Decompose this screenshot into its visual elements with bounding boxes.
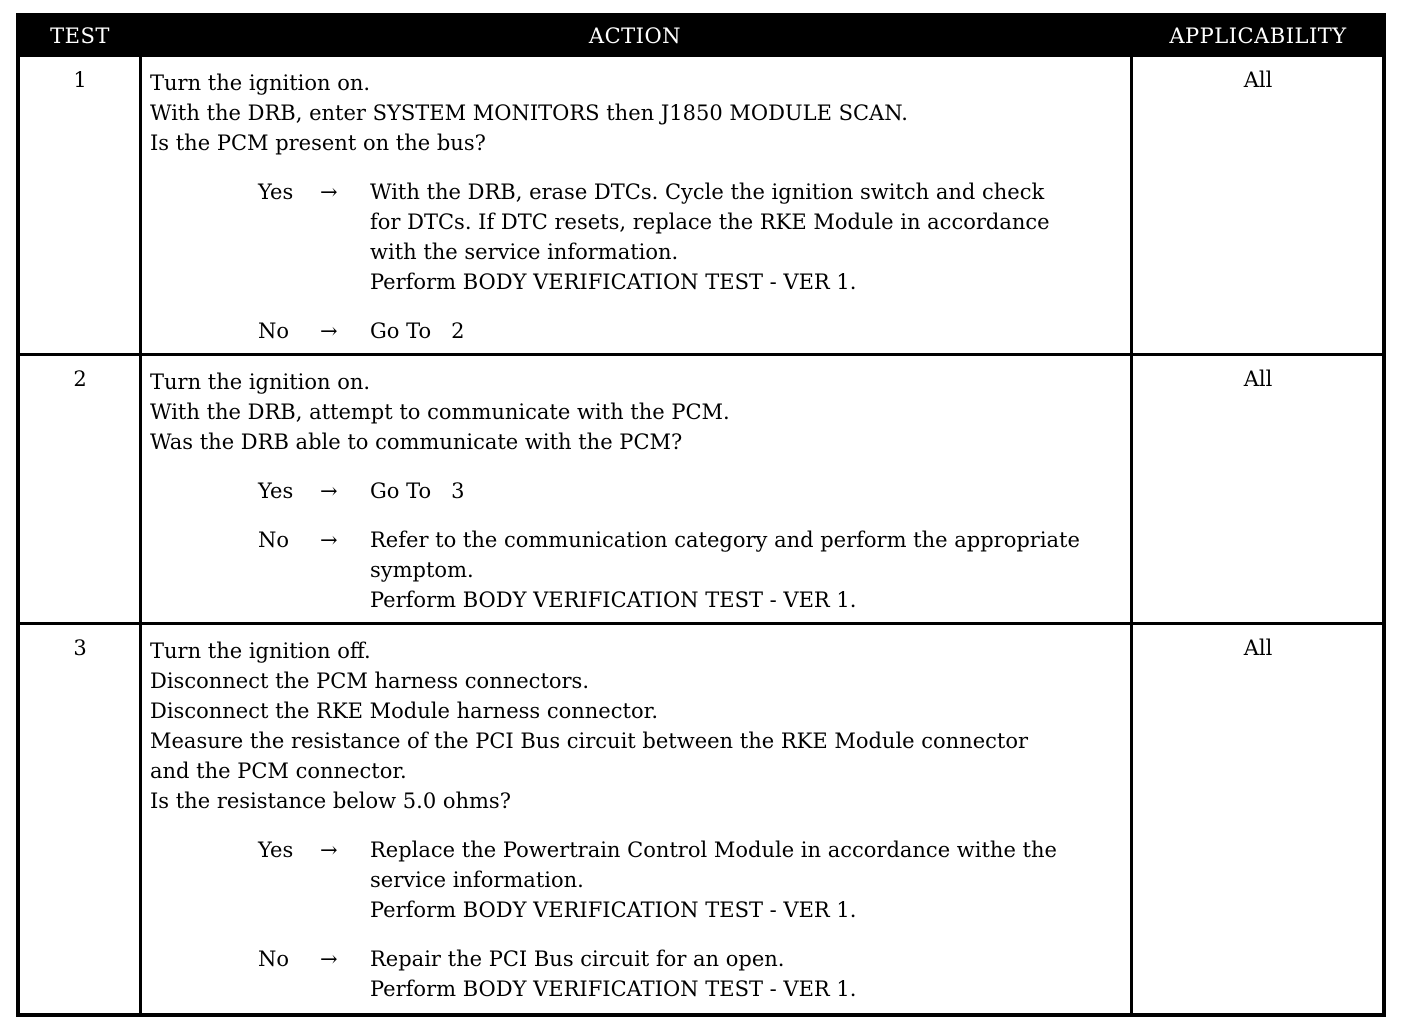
result-text: Go To 2 xyxy=(370,319,465,343)
step-text: With the DRB, attempt to communicate with the PCM. xyxy=(150,400,730,424)
step-text: Turn the ignition on. xyxy=(150,370,371,394)
action-cell xyxy=(150,68,1124,346)
test-number: 1 xyxy=(73,68,87,92)
result-text: Replace the Powertrain Control Module in accordance withe the xyxy=(370,838,1057,862)
arrow-icon: → xyxy=(320,528,338,552)
no-result xyxy=(370,944,1124,1004)
arrow-icon: → xyxy=(320,319,338,343)
yes-branch xyxy=(150,177,1124,297)
result-text: Perform BODY VERIFICATION TEST - VER 1. xyxy=(370,270,857,294)
result-text: Perform BODY VERIFICATION TEST - VER 1. xyxy=(370,898,857,922)
result-text: Perform BODY VERIFICATION TEST - VER 1. xyxy=(370,977,857,1001)
no-label: No xyxy=(258,319,290,343)
no-result xyxy=(370,316,1124,346)
yes-label: Yes xyxy=(258,479,294,503)
table-row xyxy=(20,356,1382,622)
step-text: Measure the resistance of the PCI Bus circuit between the RKE Module connector xyxy=(150,729,1029,753)
no-branch xyxy=(150,316,1124,346)
diagnostic-table xyxy=(16,13,1386,1017)
result-text: With the DRB, erase DTCs. Cycle the ignition switch and check xyxy=(370,180,1045,204)
table-row xyxy=(20,57,1382,353)
yes-label: Yes xyxy=(258,180,294,204)
arrow-icon: → xyxy=(320,180,338,204)
step-text: Disconnect the RKE Module harness connector. xyxy=(150,699,658,723)
arrow-icon: → xyxy=(320,838,338,862)
yes-branch xyxy=(150,476,1124,506)
result-text: with the service information. xyxy=(370,240,679,264)
arrow-icon: → xyxy=(320,479,338,503)
yes-result xyxy=(370,835,1124,925)
table-row xyxy=(20,625,1382,1013)
applicability-value: All xyxy=(1243,636,1273,660)
yes-label: Yes xyxy=(258,838,294,862)
no-result xyxy=(370,525,1124,615)
arrow-icon: → xyxy=(320,947,338,971)
result-text: Perform BODY VERIFICATION TEST - VER 1. xyxy=(370,588,857,612)
step-text: Turn the ignition off. xyxy=(150,639,371,663)
yes-branch xyxy=(150,835,1124,925)
step-text: Is the resistance below 5.0 ohms? xyxy=(150,789,511,813)
test-number: 3 xyxy=(73,636,87,660)
step-text: Turn the ignition on. xyxy=(150,71,371,95)
table-header xyxy=(20,17,1382,57)
result-text: Refer to the communication category and perform the appropriate xyxy=(370,528,1080,552)
step-text: Was the DRB able to communicate with the PCM? xyxy=(150,430,683,454)
result-text: Repair the PCI Bus circuit for an open. xyxy=(370,947,785,971)
yes-result xyxy=(370,476,1124,506)
yes-result xyxy=(370,177,1124,297)
result-text: Go To 3 xyxy=(370,479,465,503)
step-text: Disconnect the PCM harness connectors. xyxy=(150,669,590,693)
no-branch xyxy=(150,525,1124,615)
action-cell xyxy=(150,367,1124,615)
action-cell xyxy=(150,636,1124,1004)
result-text: service information. xyxy=(370,868,584,892)
header-action: ACTION xyxy=(588,24,682,48)
step-text: With the DRB, enter SYSTEM MONITORS then J1850 MODULE SCAN. xyxy=(150,101,908,125)
header-test: TEST xyxy=(50,24,110,48)
header-applicability: APPLICABILITY xyxy=(1169,24,1347,48)
step-text: Is the PCM present on the bus? xyxy=(150,131,486,155)
result-text: symptom. xyxy=(370,558,474,582)
no-label: No xyxy=(258,528,290,552)
applicability-value: All xyxy=(1243,367,1273,391)
applicability-value: All xyxy=(1243,68,1273,92)
step-text: and the PCM connector. xyxy=(150,759,407,783)
test-number: 2 xyxy=(73,367,87,391)
no-label: No xyxy=(258,947,290,971)
no-branch xyxy=(150,944,1124,1004)
result-text: for DTCs. If DTC resets, replace the RKE Module in accordance xyxy=(370,210,1050,234)
